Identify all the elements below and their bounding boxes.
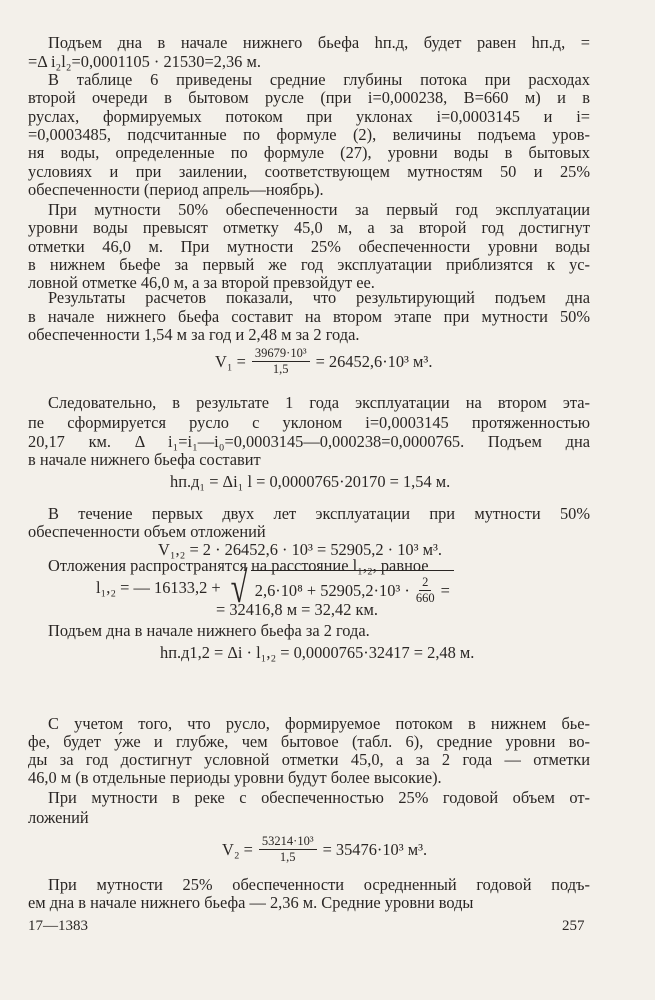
fraction [259, 834, 317, 865]
fraction [416, 575, 435, 606]
paragraph-2-line: =0,0003485, подсчитанные по формуле (2), величины подъема уров- [28, 125, 590, 144]
paragraph-6-line: обеспеченности объем отложений [28, 522, 266, 541]
paragraph-10-line: ложений [28, 808, 89, 827]
formula-v1 [215, 346, 432, 377]
paragraph-2-line: второй очереди в бытовом русле (при i=0,000238, B=660 м) и в [28, 88, 590, 107]
numerator: 53214·10³ [259, 834, 317, 850]
formula-rhs: = 35476·10³ м³. [322, 839, 428, 859]
formula-lhs: l₁,₂ = — 16133,2 + [96, 578, 221, 597]
formula-lhs: V₁ = [215, 351, 246, 371]
printer-signature: 17—1383 [28, 918, 88, 934]
paragraph-2-line: условиях и при заилении, соответствующем мутностям 50 и 25% [28, 162, 590, 181]
paragraph-4-line: обеспеченности 1,54 м за год и 2,48 м за 2 года. [28, 325, 360, 344]
numerator: 39679·10³ [252, 346, 310, 362]
paragraph-5-line: пе сформируется русло с уклоном i=0,0003145 протяженностью [28, 413, 590, 432]
paragraph-2-line: обеспеченности (период апрель—ноябрь). [28, 180, 324, 199]
paragraph-2-line: ня воды, определенные по формуле (27), уровни воды в бытовых [28, 143, 590, 162]
paragraph-4-line: в начале нижнего бьефа составит на втором этапе при мутности 50% [28, 307, 590, 326]
formula-h12: hп.д1,2 = Δi · l₁,₂ = 0,0000765·32417 = 2,48 м. [160, 643, 475, 662]
denominator: 1,5 [272, 362, 289, 376]
formula-v12: V₁,₂ = 2 · 26452,6 · 10³ = 52905,2 · 10³ м³. [158, 540, 443, 559]
paragraph-2-line: руслах, формируемых потоком при уклонах i=0,0003145 и i= [28, 107, 590, 126]
paragraph-3-line: При мутности 50% обеспеченности за первый год эксплуатации [48, 200, 590, 219]
paragraph-3-line: отметки 46,0 м. При мутности 25% обеспеченности уровни воды [28, 237, 590, 256]
equals: = [440, 580, 450, 600]
paragraph-4-line: Результаты расчетов показали, что результирующий подъем дна [48, 288, 590, 307]
paragraph-3-line: уровни воды превысят отметку 45,0 м, а за второй год достигнут [28, 218, 590, 237]
formula-h1: hп.д₁ = Δi₁ l = 0,0000765·20170 = 1,54 м. [170, 472, 451, 491]
paragraph-11-line: ем дна в начале нижнего бьефа — 2,36 м. Средние уровни воды [28, 893, 474, 912]
paragraph-9-line: ды за год достигнут условной отметки 45,0, а за 2 года — отметки [28, 750, 590, 769]
formula-v2 [222, 834, 427, 865]
paragraph-5-line: в начале нижнего бьефа составит [28, 450, 261, 469]
denominator: 660 [415, 591, 435, 605]
paragraph-7-line: Отложения распространятся на расстояние l₁,₂, равное [48, 556, 429, 575]
paragraph-5-line: Следовательно, в результате 1 года эксплуатации на втором эта- [48, 393, 590, 412]
fraction [252, 346, 310, 377]
formula-rhs: = 26452,6·10³ м³. [315, 351, 433, 371]
paragraph-1-line: Подъем дна в начале нижнего бьефа hп.д, будет равен hп.д, = [48, 33, 590, 52]
formula-l12-result: = 32416,8 м = 32,42 км. [216, 600, 378, 619]
paragraph-6-line: В течение первых двух лет эксплуатации при мутности 50% [48, 504, 590, 523]
formula-lhs: V₂ = [222, 839, 253, 859]
numerator: 2 [419, 575, 431, 591]
denominator: 1,5 [279, 850, 296, 864]
paragraph-2-line: В таблице 6 приведены средние глубины потока при расходах [48, 70, 590, 89]
paragraph-9-line: фе, будет у́же и глубже, чем бытовое (табл. 6), средние уровни во- [28, 732, 590, 751]
paragraph-8-line: Подъем дна в начале нижнего бьефа за 2 года. [48, 621, 370, 640]
paragraph-5-line: 20,17 км. Δ i₁=i₁—i₀=0,0003145—0,000238=0,0000765. Подъем дна [28, 432, 590, 451]
radicand: 2,6·10⁸ + 52905,2·10³ · [254, 580, 410, 600]
square-root: √ 2,6·10⁸ + 52905,2·10³ · $\frac{2}{660}$ = [227, 568, 454, 608]
paragraph-9-line: С учетом того, что русло, формируемое потоком в нижнем бье- [48, 714, 590, 733]
paragraph-3-line: ловной отметке 46,0 м, а за второй превзойдут ее. [28, 273, 375, 292]
paragraph-9-line: 46,0 м (в отдельные периоды уровни будут более высокие). [28, 768, 442, 787]
paragraph-10-line: При мутности в реке с обеспеченностью 25% годовой объем от- [48, 788, 590, 807]
page-number: 257 [562, 918, 585, 934]
paragraph-1-line: =Δ i₂l₂=0,0001105 · 21530=2,36 м. [28, 52, 261, 71]
paragraph-11-line: При мутности 25% обеспеченности осредненный годовой подъ- [48, 875, 590, 894]
paragraph-3-line: в нижнем бьефе за первый же год эксплуатации приблизятся к ус- [28, 255, 590, 274]
